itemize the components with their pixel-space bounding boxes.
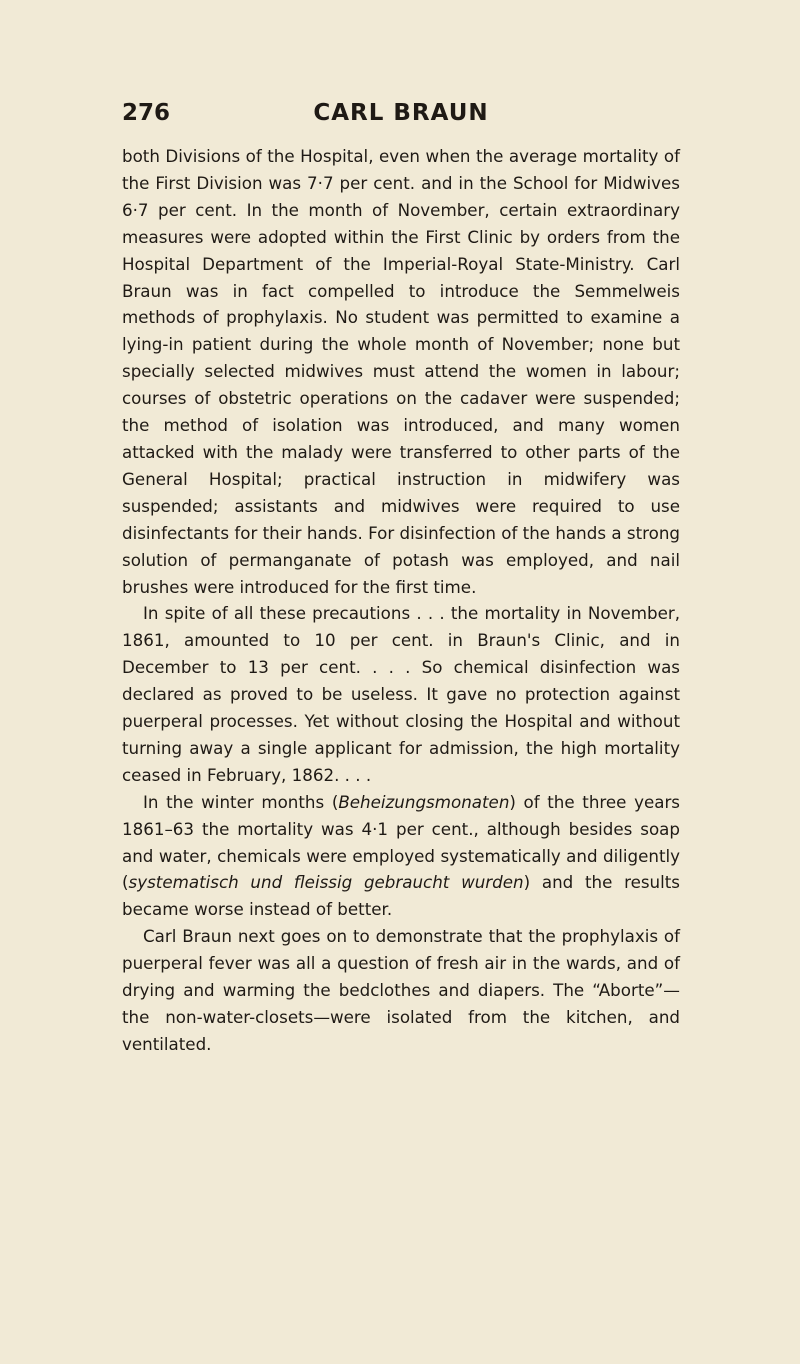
page-header — [122, 100, 680, 134]
body-text — [122, 143, 680, 1058]
paragraph-3-text-after: ) and the results became worse instead of better. — [122, 872, 681, 920]
paragraph-4: Carl Braun next goes on to demonstrate that the prophylaxis of puerperal fever was all a question of fresh air in the wards, and of drying and warming the bedclothes and diapers. The “Aborte”—the non-water-closets—were isolated from the kitchen, and ventilated. — [122, 926, 680, 1054]
paragraph-1: both Divisions of the Hospital, even when the average mortality of the First Division was 7·7 per cent. and in the School for Midwives 6·7 per cent. In the month of November, certain extraordinary measures were adopted within the First Clinic by orders from the Hospital Department of the Imperial-Royal State-Ministry. Carl Braun was in fact compelled to introduce the Semmelweis methods of prophylaxis. No student was permitted to examine a lying-in patient during the whole month of November; none but specially selected midwives must attend the women in labour; courses of obstetric operations on the cadaver were suspended; the method of isolation was introduced, and many women attacked with the malady were transferred to other parts of the General Hospital; practical instruction in midwifery was suspended; assistants and midwives were required to use disinfectants for their hands. For disinfection of the hands a strong solution of permanganate of potash was employed, and nail brushes were introduced for the first time. — [122, 146, 680, 597]
german-term-beheizungsmonaten: Beheizungsmonaten — [338, 791, 510, 812]
german-phrase-systematisch: systematisch und fleissig gebraucht wurden — [128, 872, 524, 893]
running-title: CARL BRAUN — [313, 100, 489, 126]
page-number: 276 — [122, 100, 171, 126]
paragraph-2: In spite of all these precautions . . . the mortality in November, 1861, amounted to 10 per cent. in Braun's Clinic, and in December to 13 per cent. . . . So chemical disinfection was declared as proved to be useless. It gave no protection against puerperal processes. Yet without closing the Hospital and without turning away a single applicant for admission, the high mortality ceased in February, 1862. . . . — [122, 603, 680, 785]
paragraph-3-text-before: In the winter months ( — [143, 791, 339, 812]
paragraph-3 — [122, 789, 680, 924]
paragraph-3-text-middle: ) of the three years 1861–63 the mortality was 4·1 per cent., although besides soap and water, chemicals were employed systematically and diligently ( — [122, 791, 680, 893]
